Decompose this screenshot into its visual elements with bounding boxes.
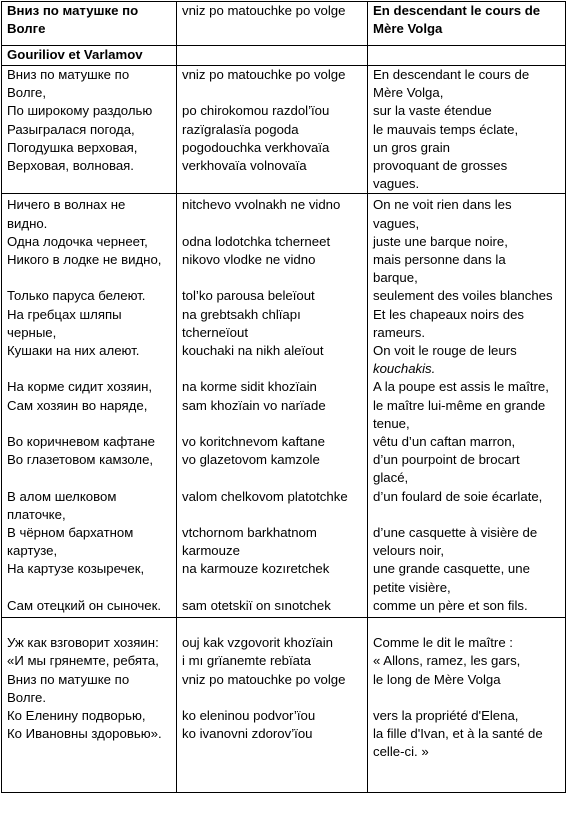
transliteration-cell xyxy=(177,618,368,792)
lyric-line: juste une barque noire, xyxy=(373,233,508,249)
lyric-line: vêtu d’un caftan marron, xyxy=(373,434,516,450)
lyric-line: razïgralasïa pogoda xyxy=(182,121,299,137)
lyric-line: verkhovaïa volnovaïa xyxy=(182,158,307,174)
lyric-line: Никого в лодке не видно, xyxy=(7,252,162,268)
lyric-line: vagues. xyxy=(373,176,420,192)
lyric-line: ouj kak vzgovorit khozïain xyxy=(182,635,333,651)
lyric-line: karmouze xyxy=(182,543,240,559)
lyric-line xyxy=(182,360,362,378)
lyric-line xyxy=(7,469,171,487)
lyric-line xyxy=(182,689,362,707)
lyric-line: vniz po matouchke po volge xyxy=(182,671,346,687)
authors-empty-cell xyxy=(177,46,368,66)
lyric-line: Только паруса белеют. xyxy=(7,288,146,304)
lyric-line: un gros grain xyxy=(373,139,450,155)
lyric-line: En descendant le cours de xyxy=(373,67,530,82)
lyric-line: Верховая, волновая. xyxy=(7,158,134,174)
russian-cell xyxy=(2,618,177,792)
verse-row-2 xyxy=(2,194,566,618)
lyric-line: na korme sidit khozïain xyxy=(182,379,317,395)
lyric-line: ko ivanovni zdorov’ïou xyxy=(182,726,313,742)
lyric-line: ko eleninou podvor’ïou xyxy=(182,707,316,723)
lyric-line: видно. xyxy=(7,215,48,231)
lyric-line: On voit le rouge de leurs xyxy=(373,343,517,359)
russian-cell xyxy=(2,66,177,194)
french-cell xyxy=(368,618,566,792)
verse-row-3 xyxy=(2,618,566,792)
lyric-line: Разыгралася погода, xyxy=(7,121,135,137)
lyric-line: Волге, xyxy=(7,85,47,101)
transliteration-cell xyxy=(177,194,368,618)
lyric-line: vniz po matouchke po volge xyxy=(182,67,346,82)
lyric-line: sur la vaste étendue xyxy=(373,103,492,119)
lyric-line: une grande casquette, une xyxy=(373,561,530,577)
header-french: En descendant le cours de Mère Volga xyxy=(368,2,566,46)
lyric-line: На картузе козыречек, xyxy=(7,561,145,577)
lyric-line: vers la propriété d'Elena, xyxy=(373,707,519,723)
lyric-line: valom chelkovom platotchke xyxy=(182,488,348,504)
lyric-line xyxy=(182,215,362,233)
lyric-line: seulement des voiles blanches xyxy=(373,288,553,304)
lyric-line: tcherneïout xyxy=(182,324,248,340)
lyric-line: comme un père et son fils. xyxy=(373,597,528,613)
lyric-line: sam otetskiï on sınotchek xyxy=(182,597,331,613)
french-cell xyxy=(368,194,566,618)
lyric-line: odna lodotchka tcherneet xyxy=(182,233,331,249)
lyric-line: Во коричневом кафтане xyxy=(7,434,155,450)
lyric-line: provoquant de grosses xyxy=(373,158,508,174)
lyric-line xyxy=(373,506,560,524)
lyric-line: mais personne dans la xyxy=(373,252,506,268)
lyric-line: Вниз по матушке по xyxy=(7,671,130,687)
french-cell xyxy=(368,66,566,194)
authors-cell: Gouriliov et Varlamov xyxy=(2,46,177,66)
lyric-line: vo glazetovom kamzole xyxy=(182,452,320,468)
lyric-line: petite visière, xyxy=(373,579,451,595)
lyric-line: Et les chapeaux noirs des xyxy=(373,306,525,322)
lyric-line: Кушаки на них алеют. xyxy=(7,343,140,359)
lyric-line: kouchakis. xyxy=(373,361,436,377)
lyric-line: картузе, xyxy=(7,543,58,559)
lyric-line: «И мы грянемте, ребята, xyxy=(7,653,159,669)
lyric-line xyxy=(182,579,362,597)
lyric-line xyxy=(182,506,362,524)
lyric-line xyxy=(7,579,171,597)
lyric-line: d’une casquette à visière de xyxy=(373,525,538,541)
lyric-line: Сам отецкий он сыночек. xyxy=(7,597,162,613)
lyric-line xyxy=(182,469,362,487)
lyric-line: платочке, xyxy=(7,506,66,522)
lyric-line: На корме сидит хозяин, xyxy=(7,379,153,395)
lyric-line: d’un pourpoint de brocart xyxy=(373,452,520,468)
lyric-line: sam khozïain vo narïade xyxy=(182,397,326,413)
lyric-line: On ne voit rien dans les xyxy=(373,197,512,213)
lyric-line: rameurs. xyxy=(373,324,426,340)
lyrics-table xyxy=(1,1,566,793)
lyric-line: celle-ci. » xyxy=(373,744,429,760)
lyric-line: vtchornom barkhatnom xyxy=(182,525,317,541)
lyric-line: Comme le dit le maître : xyxy=(373,635,513,651)
lyric-line: Одна лодочка чернеет, xyxy=(7,233,148,249)
verse-row-1 xyxy=(2,66,566,194)
lyric-line: Mère Volga, xyxy=(373,85,444,101)
lyric-line: Волге. xyxy=(7,689,47,705)
lyric-line: i mı grïanemte rebïata xyxy=(182,653,312,669)
lyric-line: A la poupe est assis le maître, xyxy=(373,379,549,395)
lyric-line: tenue, xyxy=(373,415,410,431)
lyric-line: черные, xyxy=(7,324,57,340)
transliteration-cell xyxy=(177,66,368,194)
lyric-line xyxy=(7,415,171,433)
lyric-line xyxy=(7,360,171,378)
lyric-line: le mauvais temps éclate, xyxy=(373,121,519,137)
lyric-line: barque, xyxy=(373,270,418,286)
lyric-line: na grebtsakh chlïapı xyxy=(182,306,301,322)
lyric-line xyxy=(7,269,171,287)
lyric-line: В чёрном бархатном xyxy=(7,525,134,541)
lyric-line: glacé, xyxy=(373,470,409,486)
lyric-line: d’un foulard de soie écarlate, xyxy=(373,488,543,504)
lyric-line: po chirokomou razdol’ïou xyxy=(182,103,330,119)
lyric-line: la fille d'Ivan, et à la santé de xyxy=(373,726,543,742)
lyric-line: Во глазетовом камзоле, xyxy=(7,452,154,468)
lyric-line: Вниз по матушке по xyxy=(7,67,130,82)
lyric-line: tol’ko parousa beleïout xyxy=(182,288,315,304)
lyric-line xyxy=(182,269,362,287)
lyric-line: pogodouchka verkhovaïa xyxy=(182,139,330,155)
lyric-line: « Allons, ramez, les gars, xyxy=(373,653,521,669)
lyric-line: По широкому раздолью xyxy=(7,103,153,119)
lyric-line: В алом шелковом xyxy=(7,488,117,504)
authors-empty-cell xyxy=(368,46,566,66)
lyric-line: na karmouze kozıretchek xyxy=(182,561,330,577)
lyric-line: Уж как взговорит хозяин: xyxy=(7,635,159,651)
lyric-line: Сам хозяин во наряде, xyxy=(7,397,148,413)
lyric-line xyxy=(373,689,560,707)
lyric-line: Погодушка верховая, xyxy=(7,139,138,155)
lyric-line: Ко Ивановны здоровью». xyxy=(7,726,162,742)
lyric-line: kouchaki na nikh aleïout xyxy=(182,343,324,359)
header-row xyxy=(2,2,566,46)
header-transliteration: vniz po matouchke po volge xyxy=(177,2,368,46)
lyric-line: Ко Еленину подворью, xyxy=(7,707,146,723)
lyric-line: nitchevo vvolnakh ne vidno xyxy=(182,197,341,213)
russian-cell xyxy=(2,194,177,618)
lyric-line: Ничего в волнах не xyxy=(7,197,126,213)
lyric-line: На гребцах шляпы xyxy=(7,306,122,322)
authors-row xyxy=(2,46,566,66)
lyric-line: vagues, xyxy=(373,215,420,231)
lyric-line xyxy=(182,415,362,433)
lyric-line: velours noir, xyxy=(373,543,445,559)
lyric-line: le maître lui-même en grande xyxy=(373,397,546,413)
lyric-line: vo koritchnevom kaftane xyxy=(182,434,325,450)
lyric-line: nikovo vlodke ne vidno xyxy=(182,252,316,268)
lyric-line: le long de Mère Volga xyxy=(373,671,501,687)
header-russian: Вниз по матушке по Волге xyxy=(2,2,177,46)
lyric-line xyxy=(182,84,362,102)
